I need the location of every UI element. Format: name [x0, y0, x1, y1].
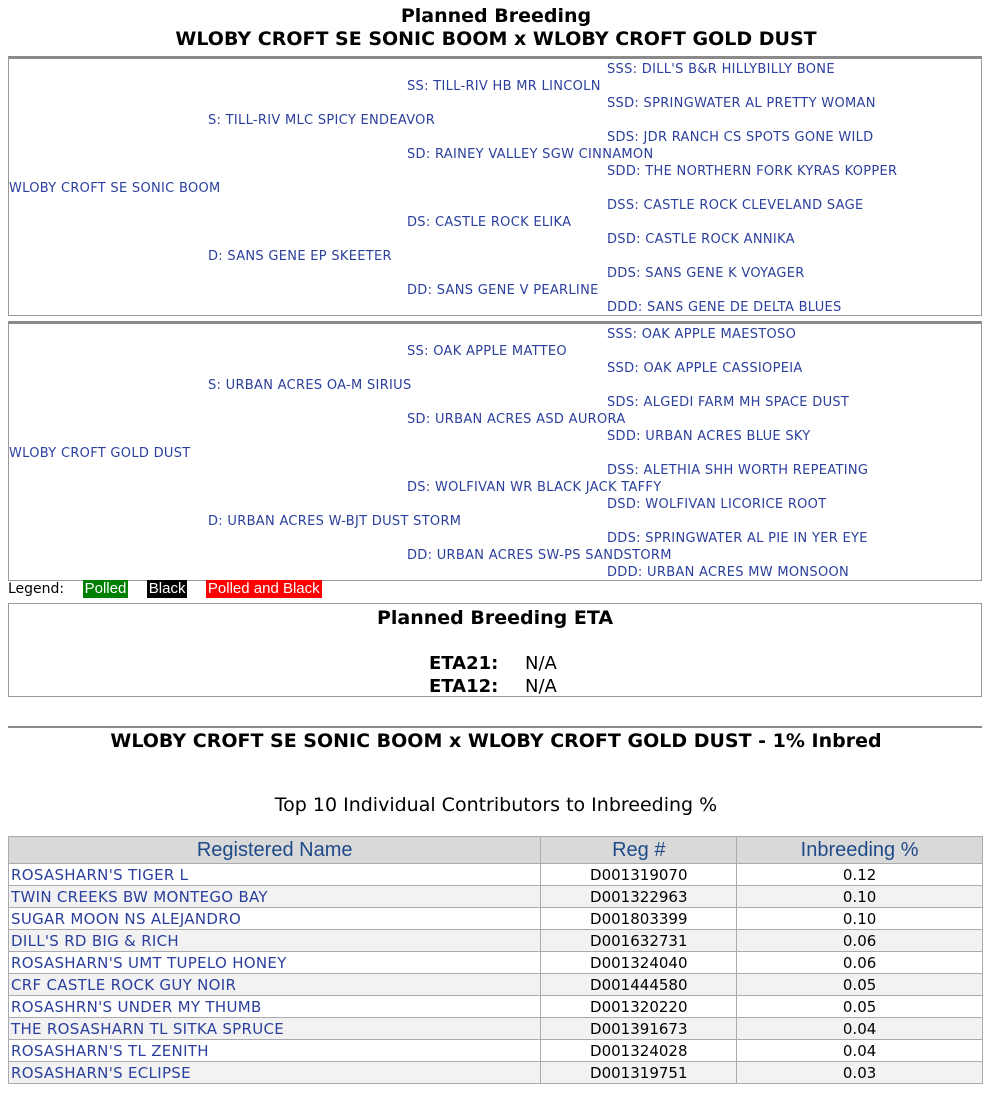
pct-cell: 0.05 — [737, 974, 983, 996]
pedigree-sds-link[interactable]: SDS: ALGEDI FARM MH SPACE DUST — [607, 395, 850, 410]
table-row — [9, 864, 983, 886]
name-cell — [9, 1062, 541, 1084]
name-cell — [9, 974, 541, 996]
pct-cell: 0.12 — [737, 864, 983, 886]
eta21-label: ETA21: — [429, 653, 499, 674]
pedigree-dd-link[interactable]: DD: URBAN ACRES SW-PS SANDSTORM — [407, 548, 672, 563]
eta12-row — [429, 676, 557, 698]
pedigree-s-link[interactable]: S: URBAN ACRES OA-M SIRIUS — [208, 378, 412, 393]
reg-cell: D001324028 — [541, 1040, 737, 1062]
pedigree-sss-link[interactable]: SSS: DILL'S B&R HILLYBILLY BONE — [607, 62, 835, 77]
table-row — [9, 974, 983, 996]
reg-cell: D001391673 — [541, 1018, 737, 1040]
pct-cell: 0.05 — [737, 996, 983, 1018]
pct-cell: 0.06 — [737, 952, 983, 974]
table-row — [9, 930, 983, 952]
pct-cell: 0.10 — [737, 886, 983, 908]
inbreeding-subtitle: Top 10 Individual Contributors to Inbreeding % — [274, 794, 718, 816]
table-row — [9, 952, 983, 974]
pedigree-dds-link[interactable]: DDS: SPRINGWATER AL PIE IN YER EYE — [607, 531, 868, 546]
name-cell — [9, 930, 541, 952]
animal-link[interactable]: ROSASHARN'S TIGER L — [11, 865, 189, 884]
legend — [8, 580, 322, 598]
pedigree-dd-link[interactable]: DD: SANS GENE V PEARLINE — [407, 283, 599, 298]
name-cell — [9, 864, 541, 886]
animal-link[interactable]: SUGAR MOON NS ALEJANDRO — [11, 909, 242, 928]
table-row — [9, 996, 983, 1018]
pedigree-ddd-link[interactable]: DDD: URBAN ACRES MW MONSOON — [607, 565, 850, 580]
inbreeding-contributors-table — [8, 836, 983, 1084]
reg-cell: D001322963 — [541, 886, 737, 908]
column-header-registered-name: Registered Name — [9, 837, 541, 864]
reg-cell: D001324040 — [541, 952, 737, 974]
sire-pedigree — [8, 56, 982, 316]
reg-cell: D001803399 — [541, 908, 737, 930]
pedigree-sd-link[interactable]: SD: URBAN ACRES ASD AURORA — [407, 412, 626, 427]
pedigree-ss-link[interactable]: SS: OAK APPLE MATTEO — [407, 344, 567, 359]
pct-cell: 0.04 — [737, 1018, 983, 1040]
inbreeding-title: WLOBY CROFT SE SONIC BOOM x WLOBY CROFT GOLD DUST - 1% Inbred — [110, 730, 882, 752]
reg-cell: D001320220 — [541, 996, 737, 1018]
name-cell — [9, 908, 541, 930]
pedigree-d-link[interactable]: D: URBAN ACRES W-BJT DUST STORM — [208, 514, 462, 529]
legend-polled-swatch: Polled — [84, 580, 127, 597]
page-title: Planned Breeding — [400, 5, 592, 27]
legend-label: Legend: — [8, 581, 65, 597]
animal-link[interactable]: ROSASHARN'S TL ZENITH — [11, 1041, 209, 1060]
table-row — [9, 908, 983, 930]
eta21-row — [429, 653, 557, 675]
breeding-pair-title: WLOBY CROFT SE SONIC BOOM x WLOBY CROFT GOLD DUST — [175, 28, 817, 50]
pedigree-animal-link[interactable]: WLOBY CROFT SE SONIC BOOM — [9, 181, 221, 196]
pedigree-ss-link[interactable]: SS: TILL-RIV HB MR LINCOLN — [407, 79, 601, 94]
reg-cell: D001632731 — [541, 930, 737, 952]
pedigree-ssd-link[interactable]: SSD: OAK APPLE CASSIOPEIA — [607, 361, 803, 376]
eta12-label: ETA12: — [429, 676, 499, 697]
name-cell — [9, 886, 541, 908]
name-cell — [9, 1018, 541, 1040]
section-divider — [8, 726, 982, 728]
eta-title: Planned Breeding ETA — [376, 607, 614, 629]
table-row — [9, 1018, 983, 1040]
pedigree-dss-link[interactable]: DSS: ALETHIA SHH WORTH REPEATING — [607, 463, 869, 478]
pedigree-sd-link[interactable]: SD: RAINEY VALLEY SGW CINNAMON — [407, 147, 654, 162]
pedigree-dsd-link[interactable]: DSD: CASTLE ROCK ANNIKA — [607, 232, 795, 247]
pedigree-ds-link[interactable]: DS: CASTLE ROCK ELIKA — [407, 215, 572, 230]
animal-link[interactable]: ROSASHARN'S UMT TUPELO HONEY — [11, 953, 287, 972]
pct-cell: 0.10 — [737, 908, 983, 930]
animal-link[interactable]: ROSASHRN'S UNDER MY THUMB — [11, 997, 262, 1016]
table-row — [9, 1062, 983, 1084]
pedigree-sdd-link[interactable]: SDD: URBAN ACRES BLUE SKY — [607, 429, 811, 444]
reg-cell: D001444580 — [541, 974, 737, 996]
animal-link[interactable]: THE ROSASHARN TL SITKA SPRUCE — [11, 1019, 285, 1038]
reg-cell: D001319751 — [541, 1062, 737, 1084]
animal-link[interactable]: CRF CASTLE ROCK GUY NOIR — [11, 975, 237, 994]
name-cell — [9, 996, 541, 1018]
table-row — [9, 886, 983, 908]
animal-link[interactable]: TWIN CREEKS BW MONTEGO BAY — [11, 887, 268, 906]
pct-cell: 0.06 — [737, 930, 983, 952]
eta21-value: N/A — [525, 653, 557, 674]
animal-link[interactable]: ROSASHARN'S ECLIPSE — [11, 1063, 191, 1082]
pedigree-sss-link[interactable]: SSS: OAK APPLE MAESTOSO — [607, 327, 797, 342]
pedigree-sdd-link[interactable]: SDD: THE NORTHERN FORK KYRAS KOPPER — [607, 164, 898, 179]
name-cell — [9, 1040, 541, 1062]
pedigree-sds-link[interactable]: SDS: JDR RANCH CS SPOTS GONE WILD — [607, 130, 874, 145]
table-header-row — [9, 837, 983, 864]
pedigree-dsd-link[interactable]: DSD: WOLFIVAN LICORICE ROOT — [607, 497, 827, 512]
column-header-inbreeding-pct: Inbreeding % — [737, 837, 983, 864]
pedigree-ds-link[interactable]: DS: WOLFIVAN WR BLACK JACK TAFFY — [407, 480, 662, 495]
pedigree-dss-link[interactable]: DSS: CASTLE ROCK CLEVELAND SAGE — [607, 198, 864, 213]
name-cell — [9, 952, 541, 974]
pedigree-animal-link[interactable]: WLOBY CROFT GOLD DUST — [9, 446, 191, 461]
reg-cell: D001319070 — [541, 864, 737, 886]
pedigree-s-link[interactable]: S: TILL-RIV MLC SPICY ENDEAVOR — [208, 113, 436, 128]
animal-link[interactable]: DILL'S RD BIG & RICH — [11, 931, 180, 950]
pedigree-ssd-link[interactable]: SSD: SPRINGWATER AL PRETTY WOMAN — [607, 96, 876, 111]
pct-cell: 0.04 — [737, 1040, 983, 1062]
eta-panel — [8, 603, 982, 697]
pedigree-d-link[interactable]: D: SANS GENE EP SKEETER — [208, 249, 392, 264]
legend-black-swatch: Black — [148, 580, 186, 597]
pedigree-ddd-link[interactable]: DDD: SANS GENE DE DELTA BLUES — [607, 300, 842, 315]
legend-polled-black-swatch: Polled and Black — [207, 580, 320, 597]
dam-pedigree — [8, 321, 982, 581]
column-header-reg-number: Reg # — [541, 837, 737, 864]
pedigree-dds-link[interactable]: DDS: SANS GENE K VOYAGER — [607, 266, 805, 281]
table-row — [9, 1040, 983, 1062]
pct-cell: 0.03 — [737, 1062, 983, 1084]
eta12-value: N/A — [525, 676, 557, 697]
